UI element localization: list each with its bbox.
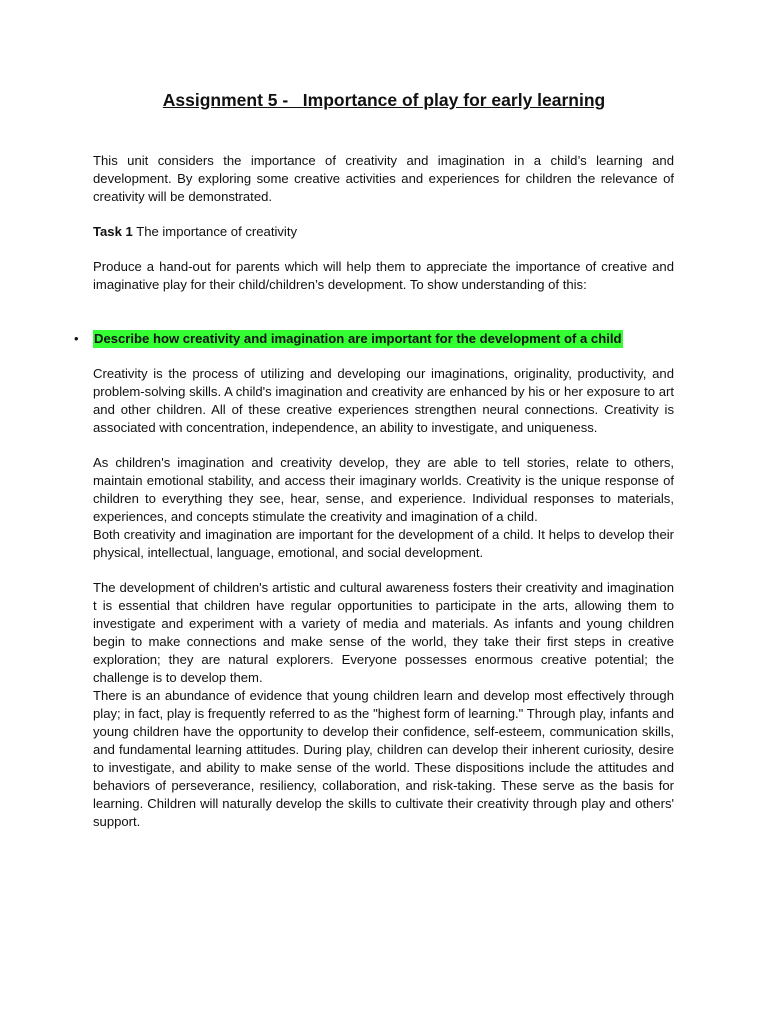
intro-paragraph: This unit considers the importance of creativity and imagination in a child’s learning and development. By exploring some creative activities and experiences for children the relevance of creativity will be demonstrated. [93,153,674,204]
bullet-item [74,330,674,348]
bullet-icon: • [74,331,79,346]
document-body [74,152,674,831]
task-text: The importance of creativity [132,224,298,239]
body-paragraph: Creativity is the process of utilizing and developing our imaginations, originality, productivity, and problem-solving skills. A child's imagination and creativity are enhanced by his or her exposure to art and other children. All of these creative experiences strengthen neural connections. Creativity is associated with concentration, independence, an ability to investigate, and uniqueness. [93,366,674,435]
instructions-paragraph: Produce a hand-out for parents which will help them to appreciate the importance of creative and imaginative play for their child/children’s development. To show understanding of this: [93,259,674,292]
body-paragraph: Both creativity and imagination are important for the development of a child. It helps to develop their physical, intellectual, language, emotional, and social development. [93,527,674,560]
body-paragraph: There is an abundance of evidence that young children learn and develop most effectively through play; in fact, play is frequently referred to as the "highest form of learning." Through play, infants and young children have the opportunity to develop their confidence, self-esteem, communication skills, and fundamental learning attitudes. During play, children can develop their inherent curiosity, desire to investigate, and ability to make sense of the world. These dispositions include the attitudes and behaviors of perseverance, resiliency, collaboration, and risk-taking. These serve as the basis for learning. Children will naturally develop the skills to cultivate their creativity through play and others' support. [93,688,674,829]
highlighted-bullet-text: Describe how creativity and imagination are important for the development of a child [94,331,622,346]
body-paragraph: The development of children's artistic and cultural awareness fosters their creativity and imagination t is essential that children have regular opportunities to participate in the arts, allowing them to investigate and experiment with a variety of media and materials. As infants and young children begin to make connections and make sense of the world, they take their first steps in creative exploration; they are natural explorers. Everyone possesses enormous creative potential; the challenge is to develop them. [93,580,674,685]
task-heading [93,223,674,241]
page-title: Assignment 5 - Importance of play for early learning [162,90,606,110]
task-label: Task 1 [93,224,133,239]
body-paragraph: As children's imagination and creativity develop, they are able to tell stories, relate to others, maintain emotional stability, and access their imaginary worlds. Creativity is the unique response of children to everything they see, hear, sense, and experience. Individual responses to materials, experiences, and concepts stimulate the creativity and imagination of a child. [93,455,674,524]
